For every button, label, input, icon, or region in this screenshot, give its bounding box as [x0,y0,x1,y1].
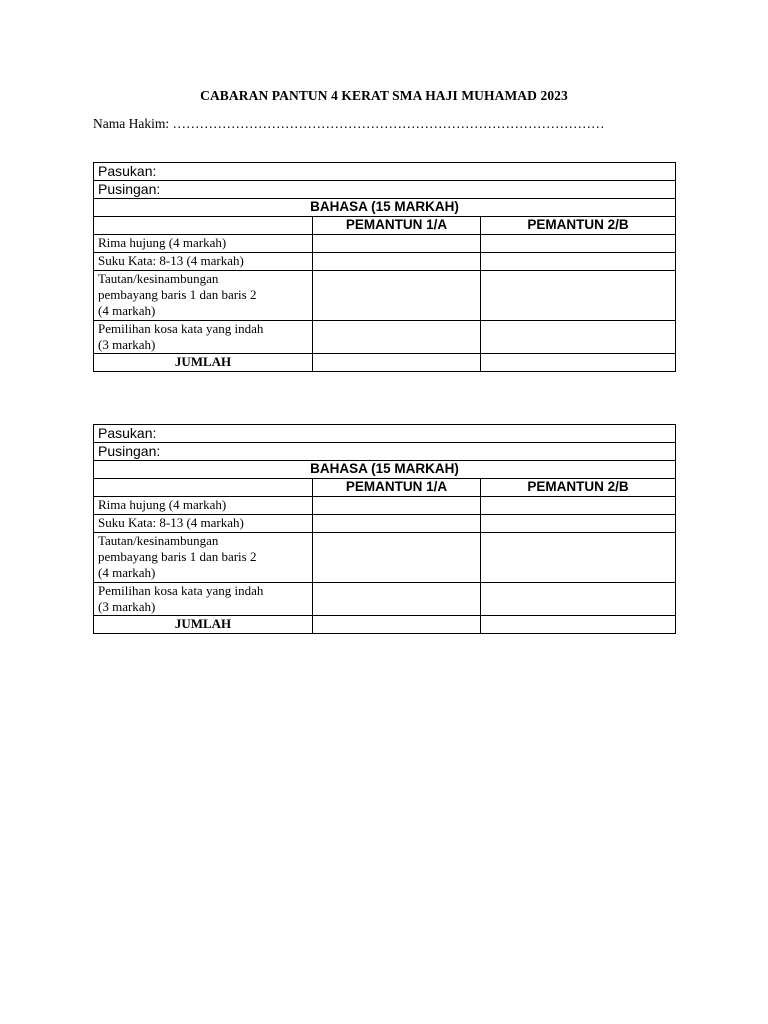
criterion-label: Rima hujung (4 markah) [94,497,313,515]
team-field[interactable]: Pasukan: [94,425,676,443]
total-label: JUMLAH [94,354,313,372]
score-cell-pemantun-2[interactable] [481,533,676,583]
column-header-pemantun-1: PEMANTUN 1/A [313,217,481,235]
team-field[interactable]: Pasukan: [94,163,676,181]
score-cell-pemantun-2[interactable] [481,583,676,616]
header-blank-cell [94,479,313,497]
header-blank-cell [94,217,313,235]
score-table-1 [93,162,676,372]
score-cell-pemantun-2[interactable] [481,253,676,271]
score-cell-pemantun-2[interactable] [481,321,676,354]
total-cell-pemantun-2[interactable] [481,616,676,634]
page-title: CABARAN PANTUN 4 KERAT SMA HAJI MUHAMAD 2023 [200,88,568,103]
score-cell-pemantun-1[interactable] [313,583,481,616]
total-label: JUMLAH [94,616,313,634]
criterion-label: Tautan/kesinambungan pembayang baris 1 dan baris 2 (4 markah) [94,271,313,321]
total-cell-pemantun-2[interactable] [481,354,676,372]
section-header: BAHASA (15 MARKAH) [94,461,676,479]
score-cell-pemantun-2[interactable] [481,235,676,253]
score-cell-pemantun-1[interactable] [313,253,481,271]
score-cell-pemantun-1[interactable] [313,533,481,583]
score-cell-pemantun-1[interactable] [313,515,481,533]
score-cell-pemantun-2[interactable] [481,271,676,321]
criterion-label: Rima hujung (4 markah) [94,235,313,253]
judge-name-label: Nama Hakim: [93,116,170,131]
judge-name-blank[interactable]: …………………………………………………………………………………… [172,116,605,131]
score-cell-pemantun-2[interactable] [481,515,676,533]
score-cell-pemantun-1[interactable] [313,235,481,253]
total-cell-pemantun-1[interactable] [313,354,481,372]
score-cell-pemantun-2[interactable] [481,497,676,515]
criterion-label: Tautan/kesinambungan pembayang baris 1 dan baris 2 (4 markah) [94,533,313,583]
criterion-label: Pemilihan kosa kata yang indah (3 markah) [94,583,313,616]
column-header-pemantun-2: PEMANTUN 2/B [481,479,676,497]
judge-name-line [93,116,604,132]
total-cell-pemantun-1[interactable] [313,616,481,634]
score-table-2 [93,424,676,634]
column-header-pemantun-2: PEMANTUN 2/B [481,217,676,235]
round-field[interactable]: Pusingan: [94,181,676,199]
round-field[interactable]: Pusingan: [94,443,676,461]
score-cell-pemantun-1[interactable] [313,321,481,354]
section-header: BAHASA (15 MARKAH) [94,199,676,217]
criterion-label: Suku Kata: 8-13 (4 markah) [94,253,313,271]
column-header-pemantun-1: PEMANTUN 1/A [313,479,481,497]
score-cell-pemantun-1[interactable] [313,497,481,515]
score-cell-pemantun-1[interactable] [313,271,481,321]
criterion-label: Suku Kata: 8-13 (4 markah) [94,515,313,533]
criterion-label: Pemilihan kosa kata yang indah (3 markah) [94,321,313,354]
